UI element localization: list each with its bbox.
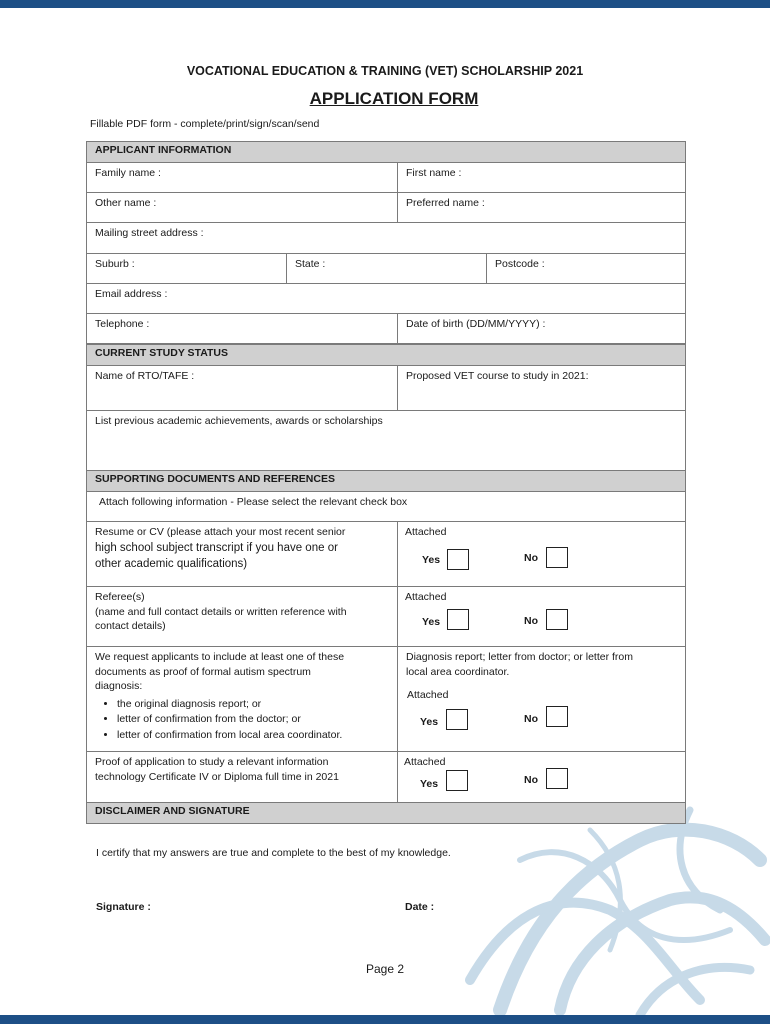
rto-tafe-field[interactable] xyxy=(86,365,398,411)
referee-yes-checkbox[interactable] xyxy=(447,609,469,630)
preferred-name-label: Preferred name : xyxy=(406,197,485,209)
telephone-label: Telephone : xyxy=(95,318,150,330)
suburb-field[interactable] xyxy=(86,253,287,284)
date-of-birth-field[interactable] xyxy=(397,313,686,344)
date-label: Date : xyxy=(405,901,435,913)
page-number: Page 2 xyxy=(365,962,405,976)
date-of-birth-label: Date of birth (DD/MM/YYYY) : xyxy=(406,318,546,330)
documents-instruction xyxy=(86,491,686,522)
diagnosis-no-label: No xyxy=(524,713,538,725)
telephone-field[interactable] xyxy=(86,313,398,344)
certification-statement: I certify that my answers are true and complete to the best of my knowledge. xyxy=(96,847,451,859)
rto-tafe-label: Name of RTO/TAFE : xyxy=(95,370,195,382)
diagnosis-text-line2: documents as proof of formal autism spectrum xyxy=(95,665,311,678)
resume-text-line1: Resume or CV (please attach your most recent senior xyxy=(95,526,346,538)
proposed-course-label: Proposed VET course to study in 2021: xyxy=(406,370,589,382)
resume-no-checkbox[interactable] xyxy=(546,547,568,568)
proposed-course-field[interactable] xyxy=(397,365,686,411)
proof-yes-checkbox[interactable] xyxy=(446,770,468,791)
email-field[interactable] xyxy=(86,283,686,314)
top-banner-bar xyxy=(0,0,770,8)
signature-label: Signature : xyxy=(96,901,151,913)
section-header-study: CURRENT STUDY STATUS xyxy=(86,344,686,366)
background-swirl-artwork xyxy=(440,800,770,1015)
referee-description-cell xyxy=(86,586,398,647)
referee-attached-cell xyxy=(397,586,686,647)
diagnosis-option-report: • the original diagnosis report; or xyxy=(117,697,397,712)
diagnosis-options-list xyxy=(95,697,397,743)
diagnosis-accepted-line2: local area coordinator. xyxy=(406,665,510,678)
proof-attached-cell xyxy=(397,751,686,803)
postcode-field[interactable] xyxy=(486,253,686,284)
email-label: Email address : xyxy=(95,288,168,300)
resume-yes-label: Yes xyxy=(422,554,441,566)
diagnosis-text-line3: diagnosis: xyxy=(95,680,143,693)
proof-attached-label: Attached xyxy=(404,756,446,768)
resume-attached-label: Attached xyxy=(405,526,447,538)
resume-no-label: No xyxy=(524,552,538,564)
section-header-documents: SUPPORTING DOCUMENTS AND REFERENCES xyxy=(86,470,686,492)
resume-attached-cell xyxy=(397,521,686,587)
program-title: VOCATIONAL EDUCATION & TRAINING (VET) SCHOLARSHIP 2021 xyxy=(186,64,584,78)
achievements-label: List previous academic achievements, awards or scholarships xyxy=(95,415,383,427)
first-name-label: First name : xyxy=(406,167,462,179)
referee-text-line2: (name and full contact details or written reference with xyxy=(95,605,347,618)
section-header-disclaimer: DISCLAIMER AND SIGNATURE xyxy=(86,802,686,824)
mailing-address-label: Mailing street address : xyxy=(95,227,204,239)
diagnosis-attached-cell xyxy=(397,646,686,752)
resume-text-line2: high school subject transcript if you have one or xyxy=(95,541,338,554)
resume-text-line3: other academic qualifications) xyxy=(95,557,248,570)
first-name-field[interactable] xyxy=(397,162,686,193)
diagnosis-yes-checkbox[interactable] xyxy=(446,709,468,730)
resume-description-cell xyxy=(86,521,398,587)
referee-text-line3: contact details) xyxy=(95,620,166,633)
state-field[interactable] xyxy=(286,253,487,284)
diagnosis-no-checkbox[interactable] xyxy=(546,706,568,727)
form-instructions: Fillable PDF form - complete/print/sign/scan/send xyxy=(90,118,320,130)
diagnosis-option-doctor-letter: • letter of confirmation from the doctor; or xyxy=(117,712,397,727)
proof-no-checkbox[interactable] xyxy=(546,768,568,789)
referee-yes-label: Yes xyxy=(422,616,441,628)
diagnosis-accepted-line1: Diagnosis report; letter from doctor; or letter from xyxy=(406,651,633,663)
resume-yes-checkbox[interactable] xyxy=(447,549,469,570)
referee-text-line1: Referee(s) xyxy=(95,591,145,603)
proof-no-label: No xyxy=(524,774,538,786)
diagnosis-option-coordinator-letter: • letter of confirmation from local area coordinator. xyxy=(117,728,397,743)
referee-attached-label: Attached xyxy=(405,591,447,603)
family-name-field[interactable] xyxy=(86,162,398,193)
preferred-name-field[interactable] xyxy=(397,192,686,223)
diagnosis-attached-label: Attached xyxy=(407,689,449,701)
family-name-label: Family name : xyxy=(95,167,161,179)
state-label: State : xyxy=(295,258,326,270)
other-name-label: Other name : xyxy=(95,197,157,209)
bottom-banner-bar xyxy=(0,1015,770,1024)
proof-text-line2: technology Certificate IV or Diploma full time in 2021 xyxy=(95,770,339,783)
proof-text-line1: Proof of application to study a relevant information xyxy=(95,756,329,768)
postcode-label: Postcode : xyxy=(495,258,545,270)
suburb-label: Suburb : xyxy=(95,258,135,270)
section-header-applicant: APPLICANT INFORMATION xyxy=(86,141,686,163)
diagnosis-yes-label: Yes xyxy=(420,716,439,728)
diagnosis-text-line1: We request applicants to include at least one of these xyxy=(95,651,345,663)
achievements-field[interactable] xyxy=(86,410,686,471)
referee-no-label: No xyxy=(524,615,538,627)
proof-yes-label: Yes xyxy=(420,778,439,790)
referee-no-checkbox[interactable] xyxy=(546,609,568,630)
other-name-field[interactable] xyxy=(86,192,398,223)
diagnosis-description-cell xyxy=(86,646,398,752)
mailing-address-field[interactable] xyxy=(86,222,686,254)
form-title: APPLICATION FORM xyxy=(309,89,479,108)
proof-description-cell xyxy=(86,751,398,803)
documents-instruction-text: Attach following information - Please select the relevant check box xyxy=(99,496,408,508)
